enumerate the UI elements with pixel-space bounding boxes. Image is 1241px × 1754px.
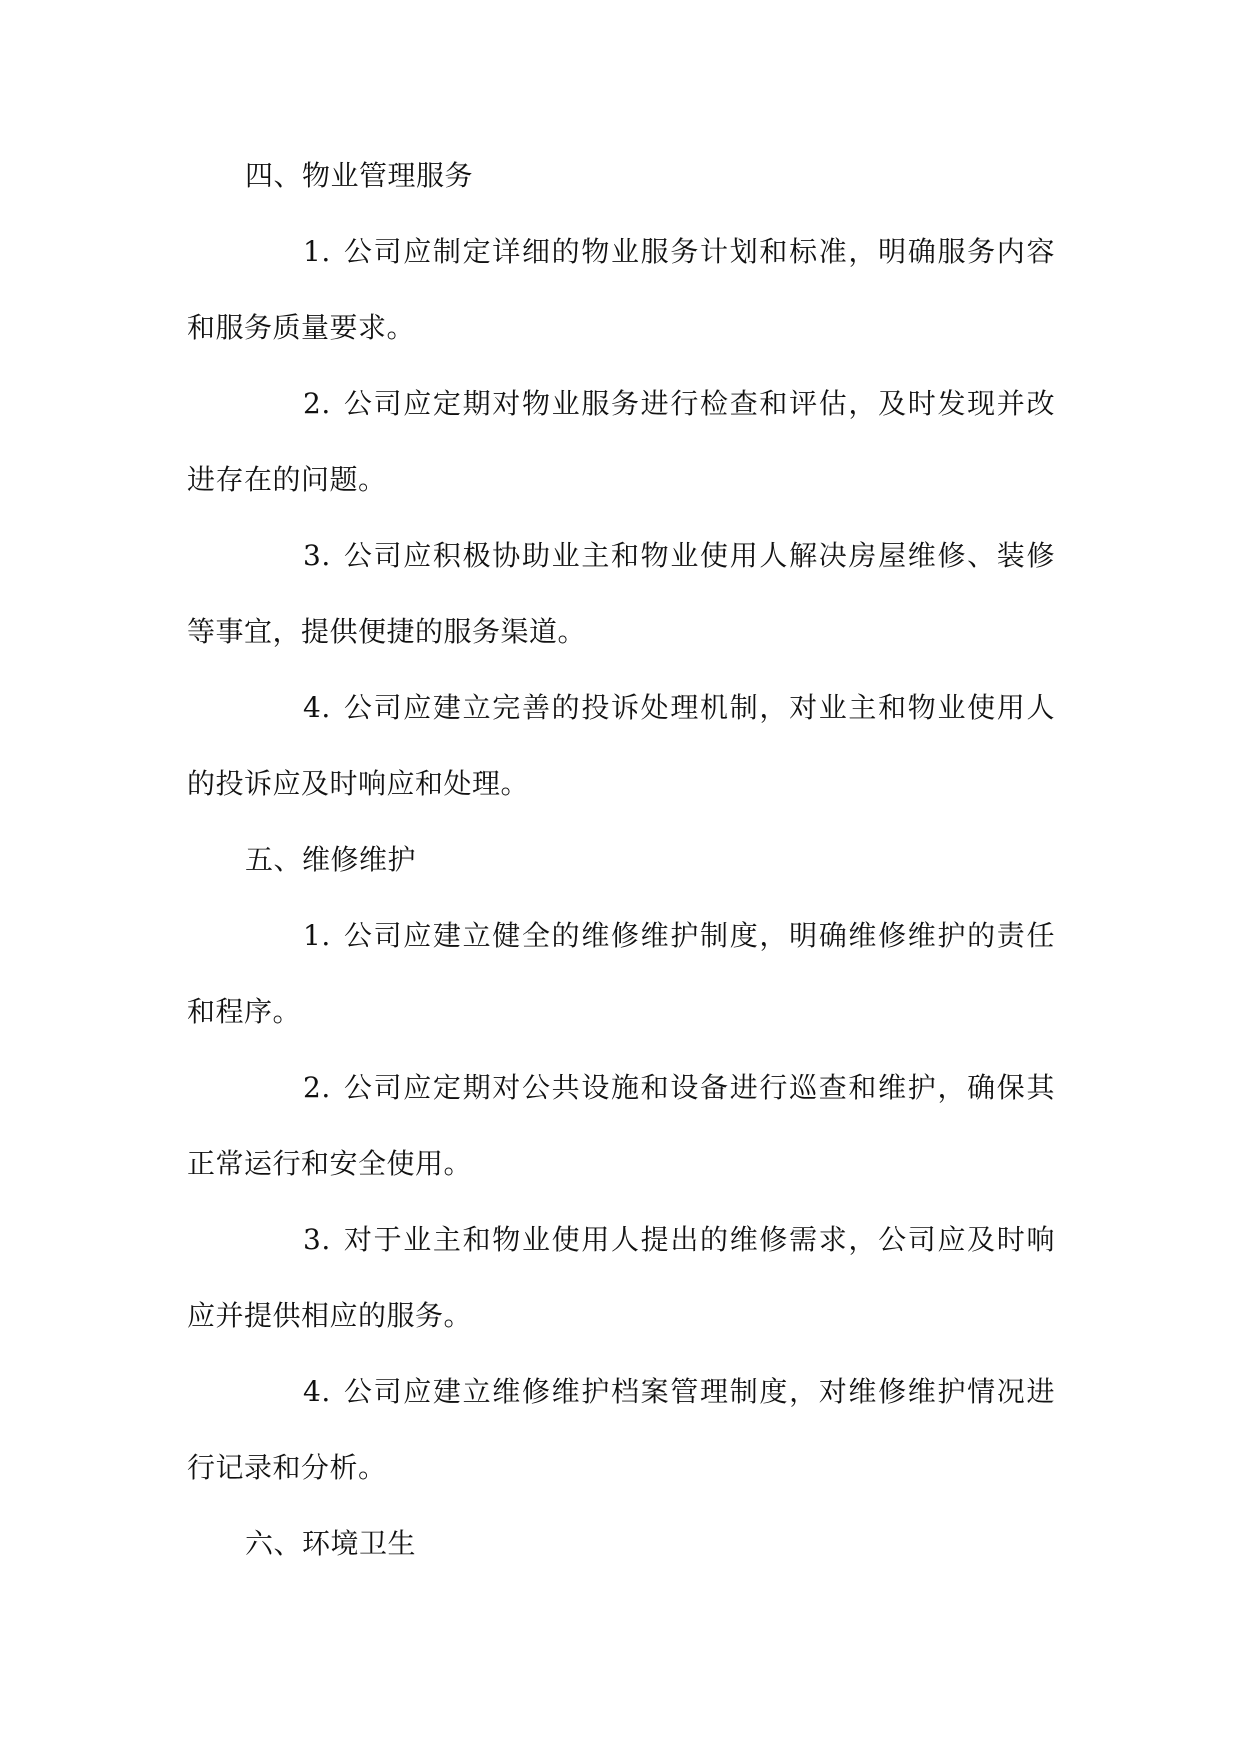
paragraph-5-1 (187, 898, 1055, 1050)
item-number: 2. (303, 387, 331, 420)
item-text: 公司应建立健全的维修维护制度，明确维修维护的责任和程序。 (187, 919, 1055, 1028)
item-text: 对于业主和物业使用人提出的维修需求，公司应及时响应并提供相应的服务。 (187, 1223, 1055, 1332)
item-number: 1. (303, 235, 331, 268)
item-number: 1. (303, 919, 331, 952)
item-text: 公司应定期对物业服务进行检查和评估，及时发现并改进存在的问题。 (187, 387, 1055, 496)
item-number: 4. (303, 691, 331, 724)
paragraph-5-2 (187, 1050, 1055, 1202)
item-text: 公司应建立维修维护档案管理制度，对维修维护情况进行记录和分析。 (187, 1375, 1055, 1484)
paragraph-5-3 (187, 1202, 1055, 1354)
item-text: 公司应积极协助业主和物业使用人解决房屋维修、装修等事宜，提供便捷的服务渠道。 (187, 539, 1055, 648)
item-text: 公司应建立完善的投诉处理机制，对业主和物业使用人的投诉应及时响应和处理。 (187, 691, 1055, 800)
paragraph-4-1 (187, 214, 1055, 366)
item-text: 公司应制定详细的物业服务计划和标准，明确服务内容和服务质量要求。 (187, 235, 1055, 344)
section-heading-maintenance: 五、维修维护 (245, 843, 417, 876)
item-number: 4. (303, 1375, 331, 1408)
paragraph-4-3 (187, 518, 1055, 670)
item-number: 3. (303, 539, 331, 572)
paragraph-4-4 (187, 670, 1055, 822)
document-body (187, 138, 1055, 1582)
item-number: 3. (303, 1223, 331, 1256)
item-number: 2. (303, 1071, 331, 1104)
section-heading-property-management: 四、物业管理服务 (245, 159, 474, 192)
paragraph-5-4 (187, 1354, 1055, 1506)
paragraph-4-2 (187, 366, 1055, 518)
item-text: 公司应定期对公共设施和设备进行巡查和维护，确保其正常运行和安全使用。 (187, 1071, 1055, 1180)
section-heading-environmental-hygiene: 六、环境卫生 (245, 1527, 417, 1560)
